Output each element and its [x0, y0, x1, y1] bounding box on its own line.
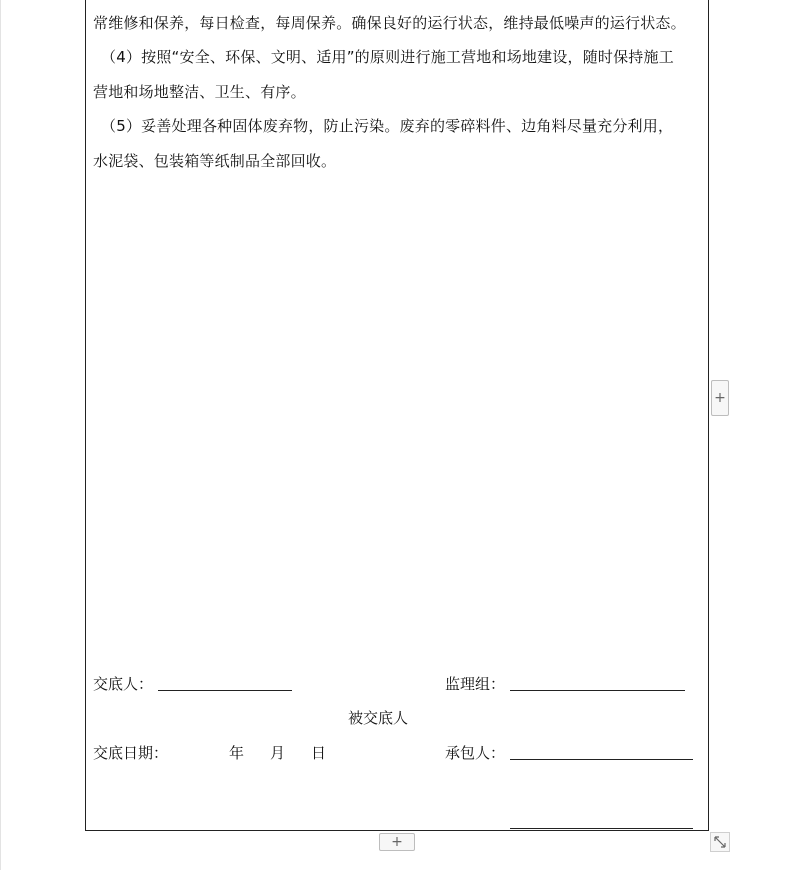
resize-diagonal-icon [711, 833, 729, 851]
paragraph-line: 营地和场地整洁、卫生、有序。 [93, 83, 306, 101]
add-column-button[interactable] [711, 380, 729, 416]
paragraph-line [93, 109, 705, 143]
add-row-button[interactable] [379, 833, 415, 851]
paragraph-line [93, 40, 705, 74]
editor-gutter [0, 0, 1, 870]
supervision-label: 监理组： [445, 675, 506, 693]
contractor-line[interactable] [510, 759, 693, 760]
plus-icon: + [714, 390, 726, 406]
receiver-label: 被交底人 [348, 709, 409, 727]
year-label: 年 [229, 744, 245, 762]
paragraph-line: 常维修和保养，每日检查，每周保养。确保良好的运行状态，维持最低噪声的运行状态。 [93, 14, 686, 32]
signature-line[interactable] [510, 828, 693, 829]
contractor-label: 承包人： [445, 744, 506, 762]
paragraph-line: 水泥袋、包装箱等纸制品全部回收。 [93, 152, 337, 170]
paragraph-line-text: （4）按照“安全、环保、文明、适用”的原则进行施工营地和场地建设，随时保持施工 [101, 48, 674, 66]
supervision-line[interactable] [510, 690, 685, 691]
day-label: 日 [311, 744, 327, 762]
plus-icon: + [391, 834, 403, 850]
handover-date-label: 交底日期： [93, 744, 169, 762]
table-resize-handle[interactable] [710, 832, 730, 852]
paragraph-line-text: （5）妥善处理各种固体废弃物，防止污染。废弃的零碎料件、边角料尽量充分利用， [101, 117, 674, 135]
month-label: 月 [270, 744, 286, 762]
handover-person-label: 交底人： [93, 675, 154, 693]
handover-person-line[interactable] [158, 690, 292, 691]
table-cell-document[interactable] [85, 0, 709, 831]
